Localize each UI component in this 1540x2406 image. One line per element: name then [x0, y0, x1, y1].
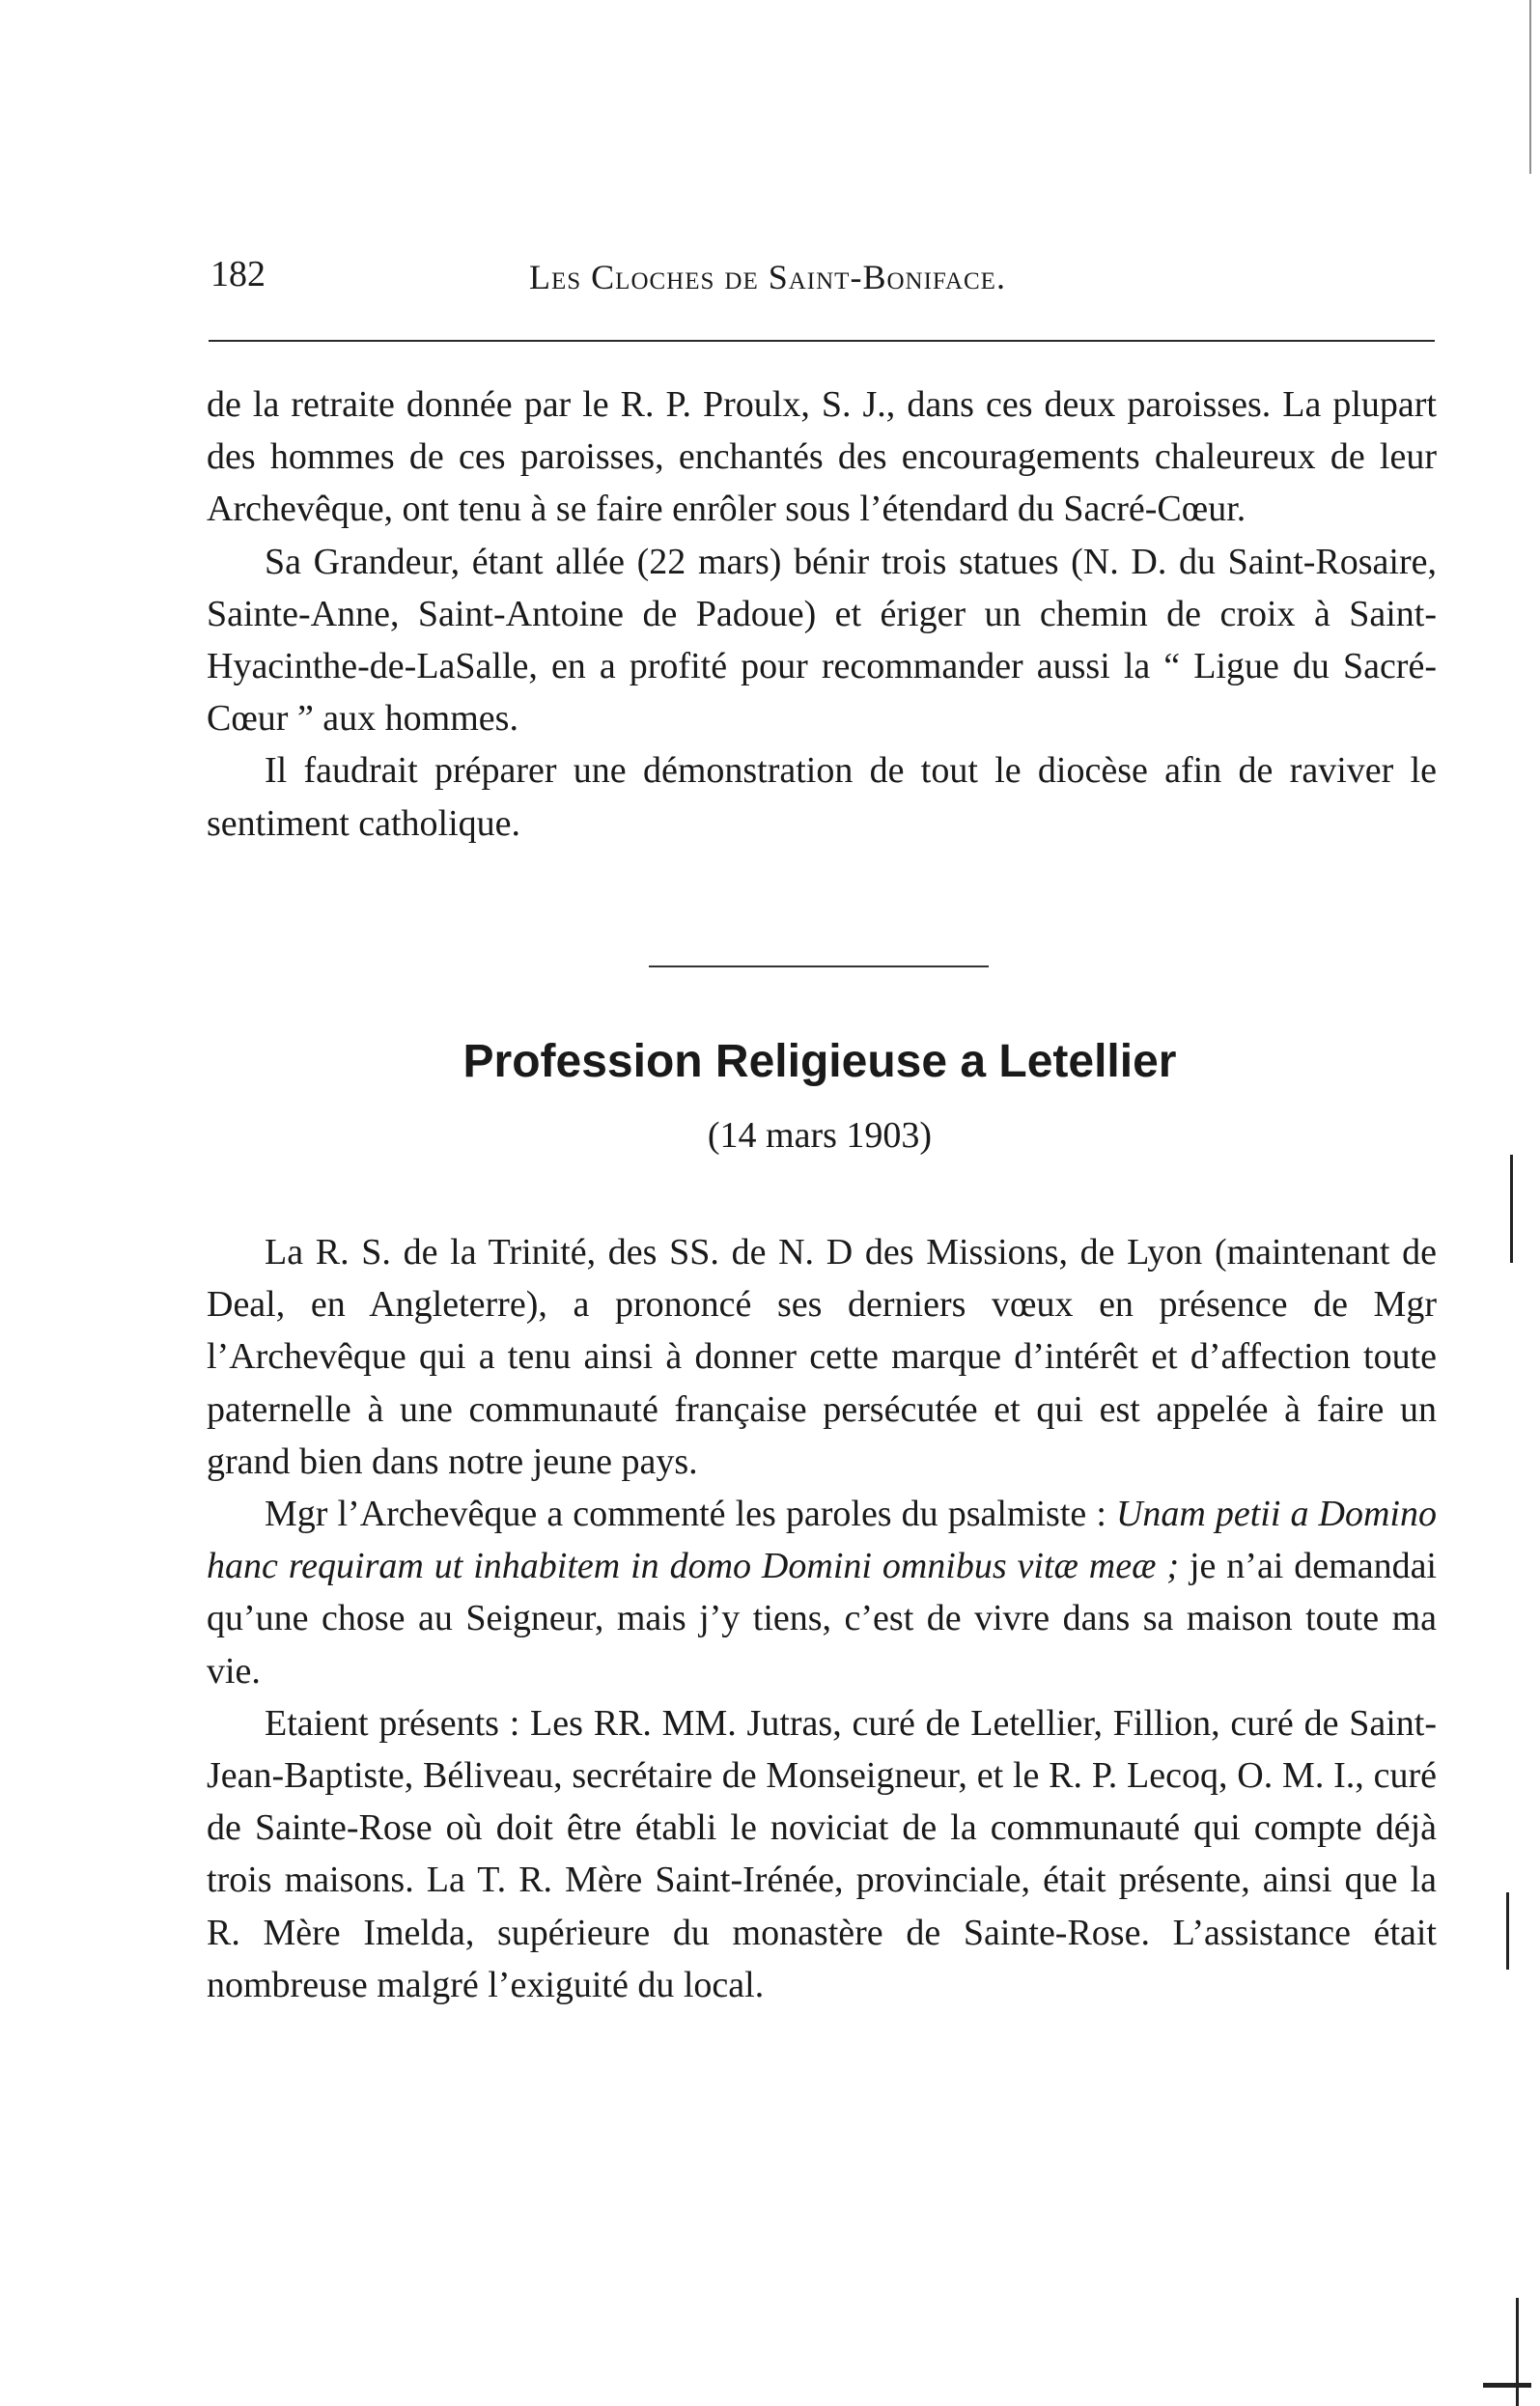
scan-edge-mark	[1510, 1155, 1513, 1263]
body-paragraph-quote	[207, 1488, 1437, 1697]
intro-paragraph: Sa Grandeur, étant allée (22 mars) bénir trois statues (N. D. du Saint-Rosaire, Sainte-Anne, Saint-Antoine de Padoue) et ériger un chemin de croix à Saint-Hyacinthe-de-LaSalle, en a profité pour recommander aussi la “ Ligue du Sacré-Cœur ” aux hommes.	[207, 541, 1437, 740]
body-paragraph: La R. S. de la Trinité, des SS. de N. D des Missions, de Lyon (maintenant de Deal, en Angleterre), a prononcé ses derniers vœux en présence de Mgr l’Archevêque qui a tenu ainsi à donner cette marque d’intérêt et d’affection toute paternelle à une communauté française persécutée et qui est appelée à faire un grand bien dans notre jeune pays.	[207, 1232, 1437, 1482]
running-header: Les Cloches de Saint-Boniface.	[529, 258, 1006, 296]
quote-intro: Mgr l’Archevêque a commenté les paroles du psalmiste :	[265, 1494, 1116, 1535]
intro-paragraph: de la retraite donnée par le R. P. Proulx, S. J., dans ces deux paroisses. La plupart des hommes de ces paroisses, enchantés des encouragements chaleureux de leur Archevêque, ont tenu à se faire enrôler sous l’étendard du Sacré-Cœur.	[207, 384, 1437, 530]
header-rule	[209, 340, 1435, 342]
quote-translation: je n’ai demandai qu’une chose au Seigneur, mais j’y tiens, c’est de vivre dans sa maison toute ma vie.	[207, 1546, 1437, 1692]
scan-edge-mark	[1483, 2383, 1531, 2388]
page-number: 182	[210, 254, 266, 294]
scan-edge-mark	[1529, 0, 1531, 174]
latin-quote: Unam petii a Domino hanc requiram ut inhabitem in domo Domini omnibus vitæ meæ ;	[207, 1494, 1437, 1587]
scan-edge-mark	[1506, 1892, 1509, 1970]
body-paragraph: Etaient présents : Les RR. MM. Jutras, curé de Letellier, Fillion, curé de Saint-Jean-Baptiste, Béliveau, secrétaire de Monseigneur, et le R. P. Lecoq, O. M. I., curé de Sainte-Rose où doit être établi le noviciat de la communauté qui compte déjà trois maisons. La T. R. Mère Saint-Irénée, provinciale, était présente, ainsi que la R. Mère Imelda, supérieure du monastère de Sainte-Rose. L’assistance était nombreuse malgré l’exiguité du local.	[207, 1702, 1437, 2005]
section-divider	[649, 965, 989, 967]
section-body	[207, 1226, 1437, 2011]
section-title: Profession Religieuse a Letellier	[462, 1036, 1177, 1087]
section-date: (14 mars 1903)	[707, 1115, 933, 1156]
intro-text	[207, 378, 1437, 850]
scan-edge-mark	[1516, 2298, 1519, 2406]
intro-paragraph: Il faudrait préparer une démonstration de tout le diocèse afin de raviver le sentiment catholique.	[207, 750, 1437, 844]
